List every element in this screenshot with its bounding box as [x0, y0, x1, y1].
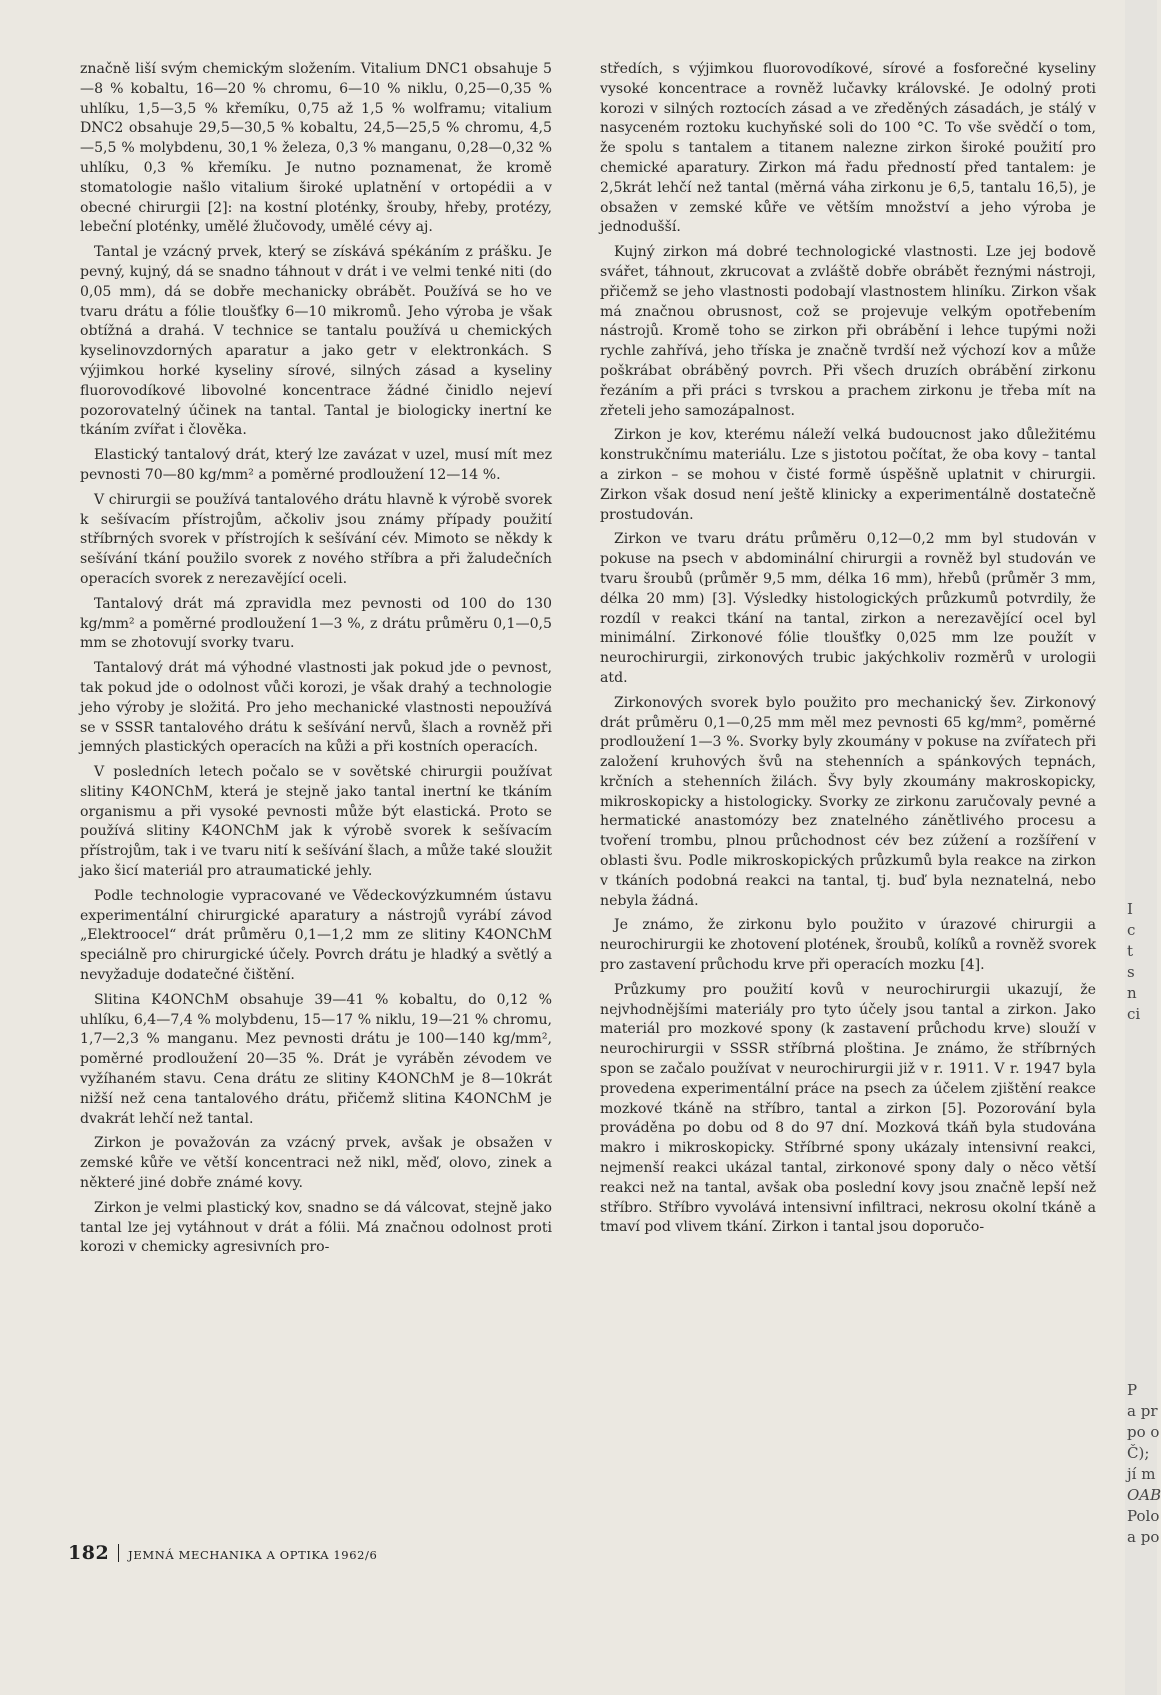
page-footer [68, 1542, 377, 1564]
paragraph: Slitina K4ONChM obsahuje 39—41 % kobaltu, do 0,12 % uhlíku, 6,4—7,4 % molybdenu, 15—17 % niklu, 19—21 % chromu, 1,7—2,3 % manganu. Mez pevnosti drátu je 100—140 kg/mm², poměrné prodloužení 20—35 %. Drát je vyráběn zévodem ve vyžíhaném stavu. Cena drátu ze slitiny K4ONChM je 8—10krát nižší než cena tantalového drátu, přičemž slitina K4ONChM je dvakrát lehčí než tantal. [80, 991, 552, 1127]
adjacent-page-fragment: Polo [1127, 1507, 1160, 1525]
right-text-column [600, 60, 1096, 1243]
adjacent-page-fragment: ci [1127, 1005, 1141, 1023]
adjacent-page-fragment: c [1127, 921, 1136, 939]
paragraph: Tantalový drát má zpravidla mez pevnosti od 100 do 130 kg/mm² a poměrné prodloužení 1—3 %, z drátu průměru 0,1—0,5 mm se zhotovují svorky tvaru. [80, 595, 552, 652]
paragraph: Zirkon je velmi plastický kov, snadno se dá válcovat, stejně jako tantal lze jej vytáhnout v drát a fólii. Má značnou odolnost proti korozi v chemicky agresivních pro- [80, 1199, 552, 1256]
paragraph: Tantal je vzácný prvek, který se získává spékáním z prášku. Je pevný, kujný, dá se snadno táhnout v drát i ve velmi tenké niti (do 0,05 mm), dá se dobře mechanicky obrábět. Používá se ho ve tvaru drátu a fólie tloušťky 6—10 mikromů. Jeho výroba je však obtížná a drahá. V technice se tantalu používá u chemických kyselinovzdorných aparatur a jako getr v elektronkách. S výjimkou horké kyseliny sírové, silných zásad a kyseliny fluorovodíkové libovolné koncentrace žádné činidlo nejeví pozorovatelný účinek na tantal. Tantal je biologicky inertní ke tkáním zvířat i člověka. [80, 244, 552, 439]
adjacent-page-fragment: Č); [1127, 1444, 1150, 1462]
journal-title: JEMNÁ MECHANIKA A OPTIKA 1962/6 [128, 1548, 378, 1562]
paragraph: V chirurgii se používá tantalového drátu hlavně k výrobě svorek k sešívacím přístrojům, ačkoliv jsou známy případy použití stříbrných svorek v přístrojích k sešívání cév. Mimoto se někdy k sešívání tkání použilo svorek z nového stříbra a při žaludečních operacích svorek z nerezavějící oceli. [80, 491, 552, 587]
adjacent-page-fragment: I [1127, 900, 1133, 918]
paragraph: Zirkon je považován za vzácný prvek, avšak je obsažen v zemské kůře ve větší koncentraci než nikl, měď, olovo, zinek a některé jiné dobře známé kovy. [80, 1135, 552, 1192]
paragraph: Podle technologie vypracované ve Vědeckovýzkumném ústavu experimentální chirurgické aparatury a nástrojů vyrábí závod „Elektroocel“ drát průměru 0,1—1,2 mm ze slitiny K4ONChM speciálně pro chirurgické účely. Povrch drátu je hladký a světlý a nevyžaduje dodatečné čištění. [80, 887, 552, 984]
paragraph: Zirkonových svorek bylo použito pro mechanický šev. Zirkonový drát průměru 0,1—0,25 mm měl mez pevnosti 65 kg/mm², poměrné prodloužení 1—3 %. Svorky byly zkoumány v pokuse na zvířatech při založení kruhových švů na stehenních a spánkových tepnách, krčních a stehenních žilách. Švy byly zkoumány makroskopicky, mikroskopicky a histologicky. Svorky ze zirkonu zaručovaly pevné a hermatické anastomózy bez znatelného zánětlivého procesu a tvoření trombu, plnou průchodnost cév bez zúžení a rozšíření v oblasti švu. Podle mikroskopických průzkumů byla reakce na zirkon v tkáních podobná reakci na tantal, tj. buď byla neznatelná, nebo nebyla žádná. [600, 694, 1096, 909]
adjacent-page-strip [1125, 0, 1161, 1695]
paragraph: Elastický tantalový drát, který lze zavázat v uzel, musí mít mez pevnosti 70—80 kg/mm² a poměrné prodloužení 12—14 %. [80, 447, 552, 483]
adjacent-page-fragment: po o [1127, 1423, 1160, 1441]
paragraph: Kujný zirkon má dobré technologické vlastnosti. Lze jej bodově svářet, táhnout, zkrucovat a zvláště dobře obrábět řeznými nástroji, přičemž se jeho vlastnosti podobají vlastnostem hliníku. Zirkon však má značnou obrusnost, což se projevuje velkým opotřebením nástrojů. Kromě toho se zirkon při obrábění i lehce tupými noži rychle zahřívá, jeho tříska je značně tvrdší než výchozí kov a může poškrábat obráběný povrch. Při všech druzích obrábění zirkonu řezáním a při práci s tvrskou a prachem zirkonu je třeba mít na zřeteli jeho samozápalnost. [600, 244, 1096, 419]
paragraph: V posledních letech počalo se v sovětské chirurgii používat slitiny K4ONChM, která je stejně jako tantal inertní ke tkáním organismu a při vysoké pevnosti může být elastická. Proto se používá slitiny K4ONChM jak k výrobě svorek k sešívacím přístrojům, tak i ve tvaru nití k sešívání šlach, a může také sloužit jako šicí materiál pro atraumatické jehly. [80, 764, 552, 880]
paragraph: Zirkon je kov, kterému náleží velká budoucnost jako důležitému konstrukčnímu materiálu. Lze s jistotou počítat, že oba kovy – tantal a zirkon – se mohou v čisté formě úspěšně uplatnit v chirurgii. Zirkon však dosud není ještě klinicky a experimentálně dostatečně prostudován. [600, 427, 1096, 523]
page-number: 182 [68, 1542, 110, 1564]
adjacent-page-fragment: a po [1127, 1528, 1160, 1546]
adjacent-page-fragment: jí m [1127, 1465, 1156, 1483]
adjacent-page-fragment: n [1127, 984, 1137, 1002]
paragraph: Tantalový drát má výhodné vlastnosti jak pokud jde o pevnost, tak pokud jde o odolnost vůči korozi, je však drahý a technologie jeho výroby je složitá. Pro jeho mechanické vlastnosti nepoužívá se v SSSR tantalového drátu k sešívání nervů, šlach a rovněž při jemných plastických operacích na kůži a při kostních operacích. [80, 660, 552, 756]
adjacent-page-fragment: s [1127, 963, 1135, 981]
paragraph: Zirkon ve tvaru drátu průměru 0,12—0,2 mm byl studován v pokuse na psech v abdominální chirurgii a rovněž byl studován ve tvaru šroubů (průměr 9,5 mm, délka 16 mm), hřebů (průměr 3 mm, délka 20 mm) [3]. Výsledky histologických průzkumů potvrdily, že rozdíl v reakci tkání na tantal, zirkon a nerezavějící ocel byl minimální. Zirkonové fólie tloušťky 0,025 mm lze použít v neurochirurgii, zirkonových trubic jakýchkoliv rozměrů v urologii atd. [600, 531, 1096, 686]
paragraph: středích, s výjimkou fluorovodíkové, sírové a fosforečné kyseliny vysoké koncentrace a rovněž lučavky královské. Je odolný proti korozi v silných roztocích zásad a ve zředěných zásadách, je stálý v nasyceném roztoku kuchyňské soli do 100 °C. To vše svědčí o tom, že spolu s tantalem a titanem nalezne zirkon široké použití pro chemické aparatury. Zirkon má řadu předností před tantalem: je 2,5krát lehčí než tantal (měrná váha zirkonu je 6,5, tantalu 16,5), je obsažen v zemské kůře ve větším množství a jeho výroba je jednodušší. [600, 61, 1096, 236]
adjacent-page-fragment: a pr [1127, 1402, 1158, 1420]
left-text-column [80, 60, 552, 1263]
adjacent-page-fragment: P [1127, 1381, 1138, 1399]
paragraph: Průzkumy pro použití kovů v neurochirurgii ukazují, že nejvhodnějšími materiály pro tyto účely jsou tantal a zirkon. Jako materiál pro mozkové spony (k zastavení průchodu krve) slouží v neurochirurgii v SSSR stříbrná ploština. Je známo, že stříbrných spon se začalo používat v neurochirurgii již v r. 1911. V r. 1947 byla provedena experimentální práce na psech za účelem zjištění reakce mozkové tkáně na stříbro, tantal a zirkon [5]. Pozorování byla prováděna po dobu od 8 do 97 dní. Mozková tkáň byla studována makro i mikroskopicky. Stříbrné spony ukázaly intensivní reakci, nejmenší reakci ukázal tantal, zirkonové spony daly o něco větší reakci než na tantal, avšak oba poslední kovy jsou značně lepší než stříbro. Stříbro vyvolává intensivní infiltraci, nekrosu okolní tkáně a tmaví pod vlivem tkání. Zirkon i tantal jsou doporučo- [600, 981, 1096, 1236]
adjacent-page-fragment: OAB [1127, 1486, 1161, 1504]
footer-divider [118, 1544, 119, 1562]
paragraph: Je známo, že zirkonu bylo použito v úrazové chirurgii a neurochirurgii ke zhotovení plotének, šroubů, kolíků a rovněž svorek pro zastavení průchodu krve při operacích mozku [4]. [600, 917, 1096, 974]
adjacent-page-fragment: t [1127, 942, 1134, 960]
paragraph: značně liší svým chemickým složením. Vitalium DNC1 obsahuje 5—8 % kobaltu, 16—20 % chromu, 6—10 % niklu, 0,25—0,35 % uhlíku, 1,5—3,5 % křemíku, 0,75 až 1,5 % wolframu; vitalium DNC2 obsahuje 29,5—30,5 % kobaltu, 24,5—25,5 % chromu, 4,5—5,5 % molybdenu, 30,1 % železa, 0,3 % manganu, 0,28—0,32 % uhlíku, 0,3 % křemíku. Je nutno poznamenat, že kromě stomatologie našlo vitalium široké uplatnění v ortopédii a v obecné chirurgii [2]: na kostní ploténky, šrouby, hřeby, protézy, lebeční ploténky, umělé žlučovody, umělé cévy aj. [80, 61, 552, 236]
